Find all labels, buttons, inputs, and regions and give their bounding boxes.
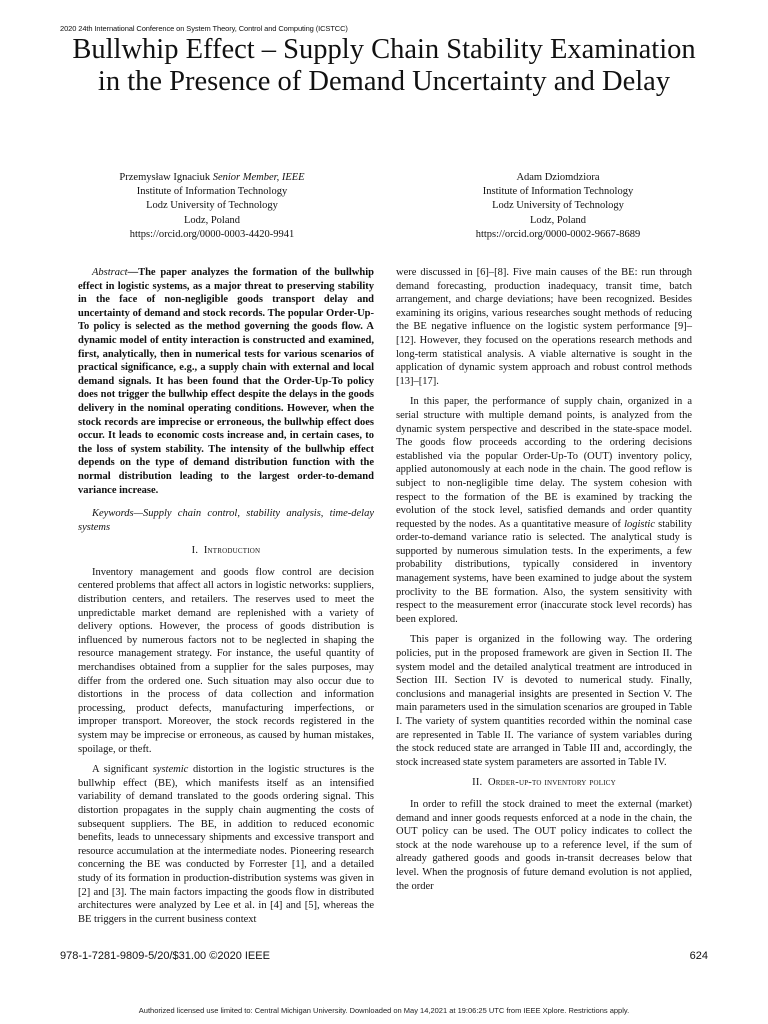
author-name: Adam Dziomdziora (516, 172, 600, 183)
author-orcid[interactable]: https://orcid.org/0000-0003-4420-9941 (129, 228, 295, 240)
paragraph (78, 763, 374, 926)
author-institute: Institute of Information Technology (136, 186, 288, 198)
conference-header: 2020 24th International Conference on System Theory, Control and Computing (ICSTCC) (60, 24, 348, 33)
paragraph: were discussed in [6]–[8]. Five main causes of the BE: run through demand forecasting, production inadequacy, transit time, batch arrangement, and charge deviations; have been recognized. Besides examining its origins, various researches sought methods of reducing the BE negative influence on the logistic system performance [9]–[12]. However, they focused on the operations research methods and long-term statistical analysis. A viable alternative is sought in the application of dynamic system approach and robust control methods [13]–[17]. (396, 267, 692, 387)
footer-isbn: 978-1-7281-9809-5/20/$31.00 ©2020 IEEE (60, 950, 270, 962)
section-heading-order-up-to (396, 776, 692, 790)
author-institute: Institute of Information Technology (482, 186, 634, 198)
paragraph-text: distortion in the logistic structures is the bullwhip effect (BE), which manifests itself as an intensified variability of demand translated to the goods ordering signal. This distortion propagates in the supply chain augmenting the costs of subsequent suppliers. The BE, in addition to reduced economic benefits, leads to unnecessary shipments and excessive transport and resource accumulation at the intermediate nodes. Pioneering research concerning the BE was conducted by Forrester [1], and a detailed study of its formation in production-distribution systems was given in [2] and [3]. The main factors impacting the goods flow in distributed architectures were analyzed by Lee et al. in [4] and [5], whereas the BE triggers in the current business context (78, 764, 374, 925)
abstract (78, 266, 374, 497)
section-number: I. (191, 545, 199, 557)
keywords: Keywords—Supply chain control, stability analysis, time-delay systems (78, 508, 374, 533)
abstract-label: Abstract (92, 267, 128, 278)
page-number: 624 (689, 950, 708, 962)
author-orcid[interactable]: https://orcid.org/0000-0002-9667-8689 (475, 228, 641, 240)
section-title: Order-up-to inventory policy (488, 777, 616, 789)
paragraph-text: In this paper, the performance of supply chain, organized in a serial structure with multiple demand points, is analyzed from the dynamic system perspective and described in the state-space model. The goods flow proceeds according to the ordering decisions established via the popular Order-Up-To (OUT) inventory policy, applied autonomously at each node in the chain. The good reflow is subject to non-negligible time delay. The system cohesion with respect to the formation of the BE is examined by tracking the evolution of the stock level, satisfied demands and order quantity requested by the nodes. As a quantitative measure of (396, 396, 692, 530)
author-location: Lodz, Poland (530, 214, 586, 226)
paragraph: Inventory management and goods flow control are decision centered problems that affect all actors in logistic networks: suppliers, distribution centers, and retailers. The reserves used to meet the unpredictable market demand are replenished with a variety of delivery options. However, the process of goods distribution is influenced by numerous factors not to be neglected in shaping the resource management strategy. For instance, the useful quantity of merchandises obtained from a supplier for the sales purposes, may differ from the ordered one. Such situation may also occur due to distortions in the process of data collection and information processing, product defects, manufacturing imperfections, or improper transport. Moreover, the stock records registered in the system may be imprecise or erroneous, as caused by human mistakes, spoilage, or theft. (78, 566, 374, 755)
section-heading-introduction (78, 544, 374, 558)
abstract-text: —The paper analyzes the formation of the bullwhip effect in logistic systems, as a major threat to preserving stability in the face of non-negligible goods transport delay and uncertainty of demand and stock records. The popular Order-Up-To policy is selected as the method governing the goods flow. A dynamic model of entity interaction is constructed and examined, first, analytically, then in numerical tests for various scenarios of practical significance, e.g., a supply chain with external and local demand signals. It has been found that the Order-Up-To policy does not trigger the bullwhip effect despite the delays in the goods delivery in the nominal operating conditions. However, when the stock records are imprecise or erroneous, the bullwhip effect does occur. It leads to economic costs increase and, in certain cases, to the loss of system stability. The intensity of the bullwhip effect depends on the type of demand distribution function with the normal distribution leading to the largest order-to-demand variance increase. (78, 267, 374, 496)
paragraph-text: A significant (92, 764, 153, 776)
author-university: Lodz University of Technology (492, 200, 624, 212)
author-location: Lodz, Poland (184, 214, 240, 226)
license-notice: Authorized licensed use limited to: Central Michigan University. Downloaded on May 14,2021 at 19:06:25 UTC from IEEE Xplore. Restrictions apply. (138, 1006, 630, 1015)
author-name: Przemysław Ignaciuk (119, 172, 211, 183)
author-university: Lodz University of Technology (146, 200, 278, 212)
author-role: Senior Member, IEEE (212, 172, 305, 183)
author-block-2 (398, 171, 718, 242)
section-number: II. (472, 777, 483, 789)
paragraph (396, 395, 692, 626)
author-block-1 (52, 171, 372, 242)
section-title: Introduction (203, 545, 261, 557)
paragraph-text: stability order-to-demand variance ratio is selected. The analytical study is supported by numerous simulation tests. In the experiments, a few probability distributions, typically considered in inventory management systems, have been examined to judge about the system proclivity to the BE formation. Also, the system sensitivity with respect to the measurement error (inaccurate stock level records) has been explored. (396, 518, 692, 625)
left-column (78, 266, 374, 933)
paper-title: Bullwhip Effect – Supply Chain Stability Examination in the Presence of Demand Uncertainty and Delay (72, 34, 696, 97)
paragraph: This paper is organized in the following way. The ordering policies, put in the proposed framework are given in Section II. The system model and the detailed analytical treatment are introduced in Section III. Section IV is devoted to numerical study. Finally, conclusions and managerial insights are presented in Section V. The main parameters used in the simulation scenarios are grouped in Table I. The variety of system quantities recorded within the nominal case are represented in Table II. The variance of system variables during the stock reduced state are arranged in Table III and, accordingly, the stock increased state system parameters are assorted in Table IV. (396, 634, 692, 768)
right-column (396, 266, 692, 900)
paragraph: In order to refill the stock drained to meet the external (market) demand and inner goods requests enforced at a node in the chain, the OUT policy can be used. The OUT policy indicates to collect the stock at the node warehouse up to a reference level, if the sum of already gathered goods and goods in-transit decreases below that level. When the prognosis of future demand evolution is not applied, the order (396, 798, 692, 892)
author-name-line (52, 171, 372, 185)
emphasis: logistic (624, 518, 655, 530)
emphasis: systemic (152, 764, 189, 776)
